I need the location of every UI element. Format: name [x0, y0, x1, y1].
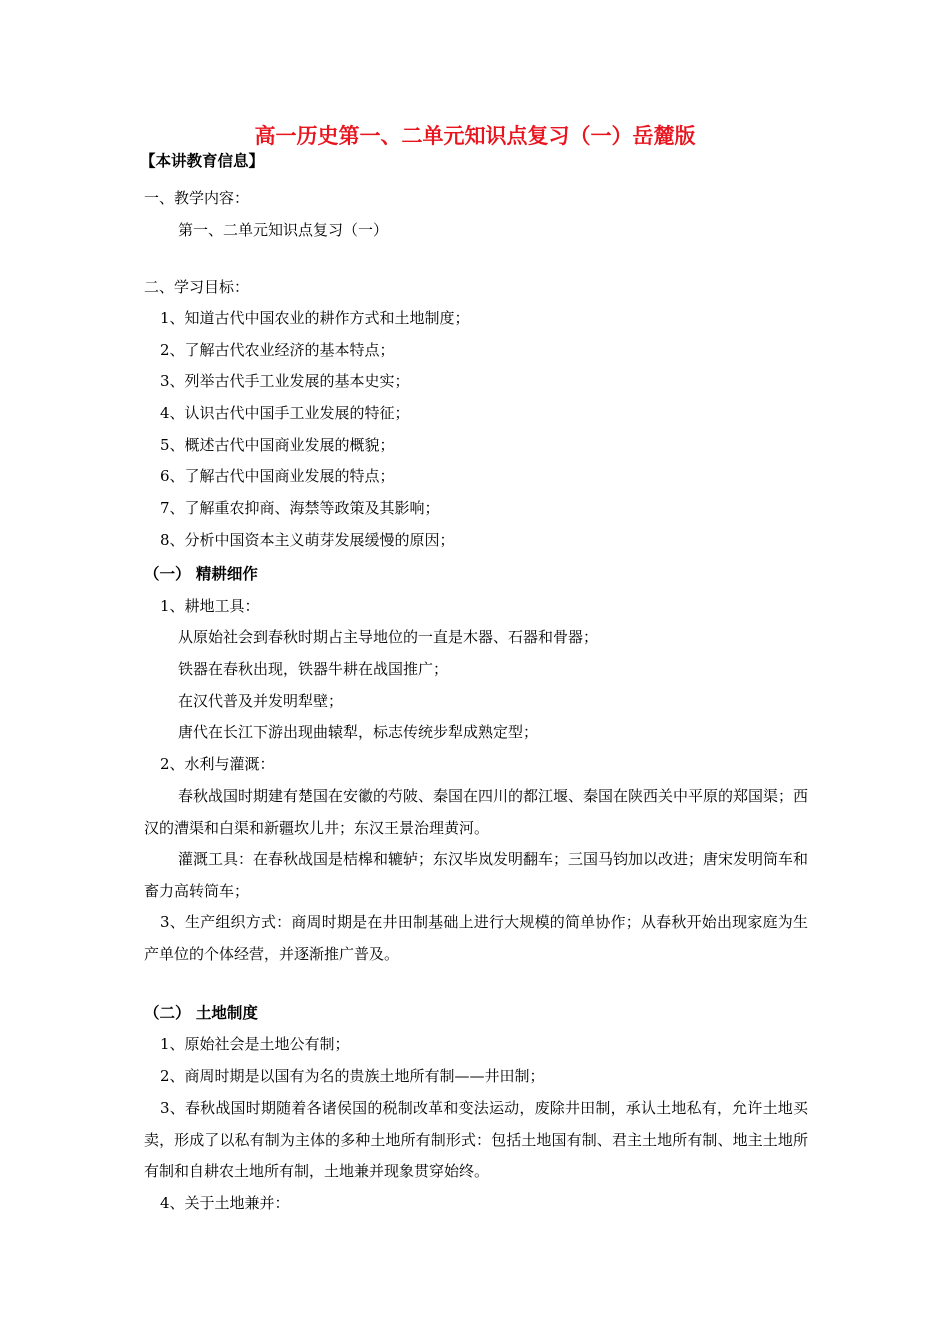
info-header: 【本讲教育信息】 — [140, 152, 265, 170]
objective-item: 5、概述古代中国商业发展的概貌； — [160, 436, 395, 454]
objective-item: 2、了解古代农业经济的基本特点； — [160, 341, 395, 359]
tools-line: 铁器在春秋出现，铁器牛耕在战国推广； — [178, 660, 449, 678]
section1-content: 第一、二单元知识点复习（一） — [178, 221, 389, 239]
objective-item: 1、知道古代中国农业的耕作方式和土地制度； — [160, 309, 470, 327]
objective-item: 7、了解重农抑商、海禁等政策及其影响； — [160, 499, 440, 517]
tools-line: 从原始社会到春秋时期占主导地位的一直是木器、石器和骨器； — [178, 628, 599, 646]
objective-item: 6、了解古代中国商业发展的特点； — [160, 467, 395, 485]
land-item: 4、关于土地兼并： — [160, 1194, 290, 1212]
tools-heading: 1、耕地工具： — [160, 597, 260, 615]
part1-heading: （一） 精耕细作 — [144, 565, 258, 583]
objective-item: 8、分析中国资本主义萌芽发展缓慢的原因； — [160, 531, 455, 549]
land-item: 2、商周时期是以国有为名的贵族土地所有制——井田制； — [160, 1067, 545, 1085]
irrigation-tools-paragraph: 灌溉工具：在春秋战国是桔槔和辘轳；东汉毕岚发明翻车；三国马钧加以改进；唐宋发明筒车和畜力高转筒车； — [144, 850, 809, 900]
document-title: 高一历史第一、二单元知识点复习（一）岳麓版 — [254, 124, 696, 148]
production-paragraph: 3、生产组织方式：商周时期是在井田制基础上进行大规模的简单协作；从春秋开始出现家庭为生产单位的个体经营，并逐渐推广普及。 — [144, 913, 808, 963]
section1-heading: 一、教学内容： — [144, 189, 250, 207]
tools-line: 在汉代普及并发明犁壁； — [178, 692, 344, 710]
water-heading: 2、水利与灌溉： — [160, 755, 275, 773]
land-item: 1、原始社会是土地公有制； — [160, 1035, 350, 1053]
tools-line: 唐代在长江下游出现曲辕犁，标志传统步犁成熟定型； — [178, 723, 539, 741]
water-paragraph: 春秋战国时期建有楚国在安徽的芍陂、秦国在四川的都江堰、秦国在陕西关中平原的郑国渠；西汉的漕渠和白渠和新疆坎儿井；东汉王景治理黄河。 — [144, 787, 809, 837]
part2-heading: （二） 土地制度 — [144, 1004, 258, 1022]
land-item-paragraph: 3、春秋战国时期随着各诸侯国的税制改革和变法运动，废除井田制，承认土地私有，允许土地买卖，形成了以私有制为主体的多种土地所有制形式：包括土地国有制、君主土地所有制、地主土地所有制和自耕农土地所有制，土地兼并现象贯穿始终。 — [144, 1099, 808, 1180]
objective-item: 3、列举古代手工业发展的基本史实； — [160, 372, 410, 390]
objective-item: 4、认识古代中国手工业发展的特征； — [160, 404, 410, 422]
section2-heading: 二、学习目标： — [144, 278, 250, 296]
